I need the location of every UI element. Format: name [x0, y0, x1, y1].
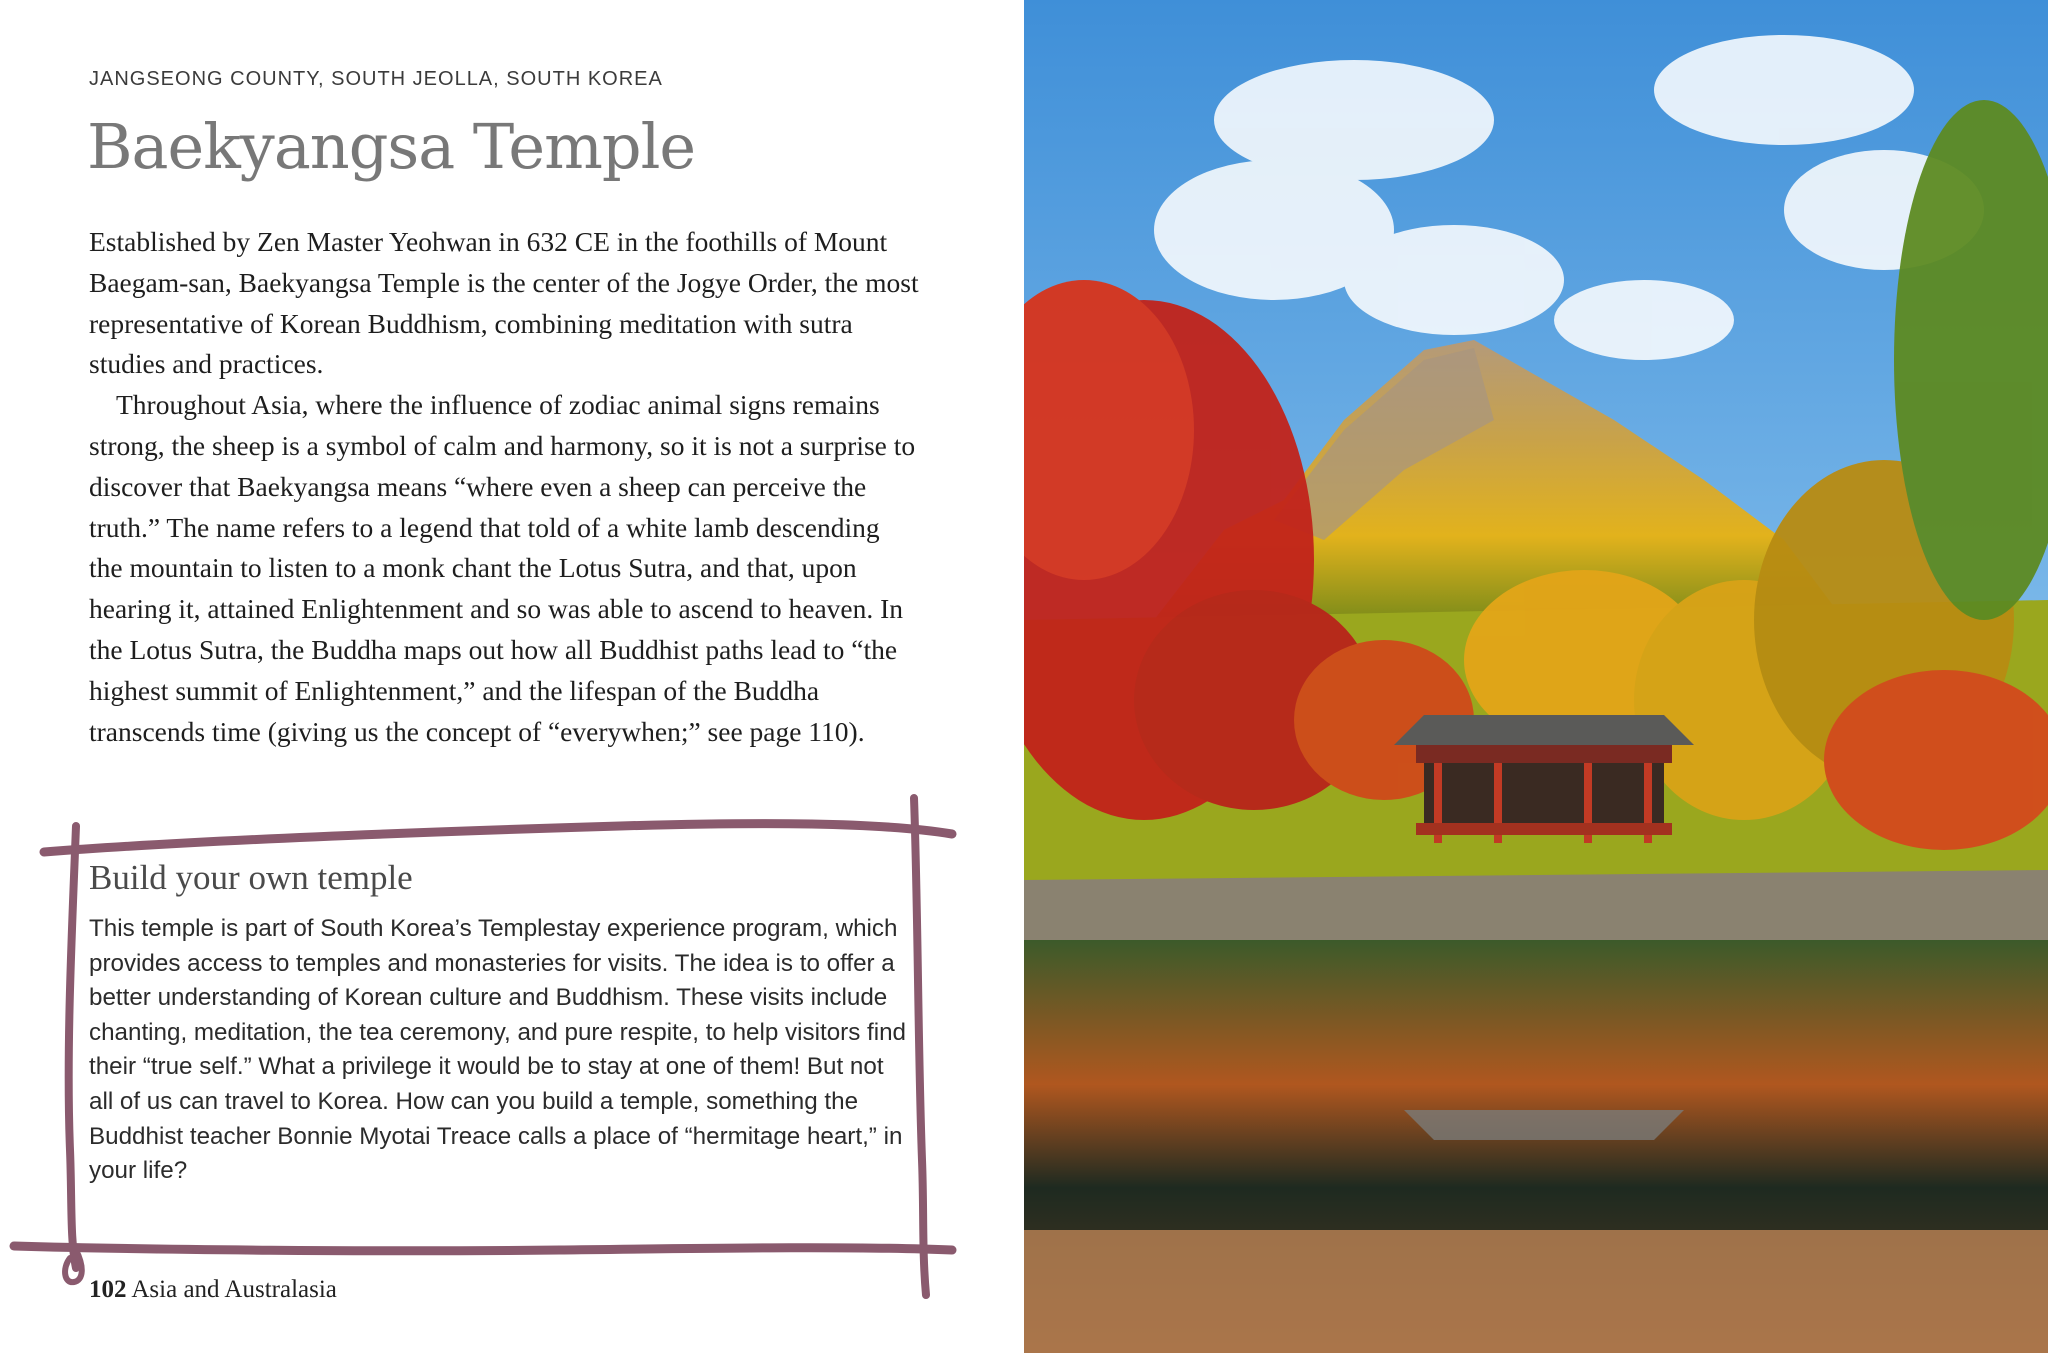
frame-left-line [69, 826, 76, 1268]
frame-top-line [44, 824, 952, 852]
page-title: Baekyangsa Temple [87, 110, 696, 183]
body-text [89, 222, 919, 752]
temple-autumn-illustration [1024, 0, 2048, 1353]
location-label: JANGSEONG COUNTY, SOUTH JEOLLA, SOUTH KOREA [89, 68, 663, 90]
box-text: This temple is part of South Korea’s Templestay experience program, which provides access to temples and monasteries for visits. The idea is to offer a better understanding of Korean culture and Buddhism. These visits include chanting, meditation, the tea ceremony, and pure respite, to help visitors find their “true self.” What a privilege it would be to stay at one of them! But not all of us can travel to Korea. How can you build a temple, something the Buddhist teacher Bonnie Myotai Treace calls a place of “hermitage heart,” in your life? [89, 915, 907, 1185]
page-footer [89, 1276, 337, 1304]
temple-photo [1024, 0, 2048, 1353]
section-name: Asia and Australasia [131, 1276, 337, 1303]
frame-bottom-line [14, 1246, 952, 1251]
frame-right-line [914, 798, 926, 1295]
page-number: 102 [89, 1276, 127, 1303]
paragraph-2: Throughout Asia, where the influence of zodiac animal signs remains strong, the sheep is a symbol of calm and harmony, so it is not a surprise to discover that Baekyangsa means “where even a sheep can perceive the truth.” The name refers to a legend that told of a white lamb descending the mountain to listen to a monk chant the Lotus Sutra, and that, upon hearing it, attained Enlightenment and so was able to ascend to heaven. In the Lotus Sutra, the Buddha maps out how all Buddhist paths lead to “the highest summit of Enlightenment,” and the lifespan of the Buddha transcends time (giving us the concept of “everywhen;” see page 110). [89, 389, 916, 747]
pavilion [1394, 715, 1694, 843]
box-title: Build your own temple [89, 858, 413, 897]
paragraph-1: Established by Zen Master Yeohwan in 632 CE in the foothills of Mount Baegam-san, Baekyangsa Temple is the center of the Jogye Order, the most representative of Korean Buddhism, combining meditation with sutra studies and practices. [89, 226, 919, 380]
